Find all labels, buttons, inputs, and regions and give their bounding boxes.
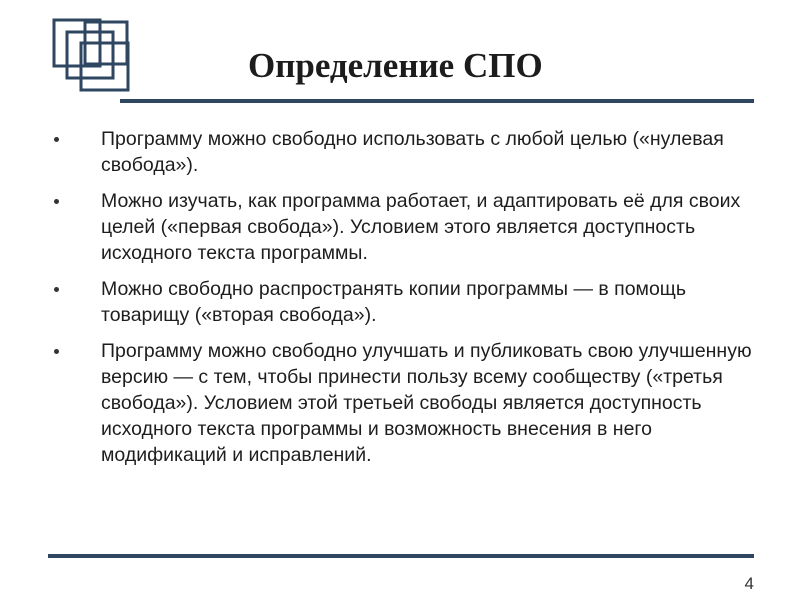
bullet-text: Программу можно свободно улучшать и публиковать свою улучшенную версию — с тем, чтобы принести пользу всему сообществу («третья свобода»). Условием этой третьей свободы является доступность исходного текста программы и возможность внесения в него модификаций и исправлений. bbox=[101, 340, 752, 466]
footer-divider bbox=[48, 554, 754, 558]
bullet-text: Программу можно свободно использовать с любой целью («нулевая свобода»). bbox=[101, 128, 724, 176]
bullet-list bbox=[52, 126, 768, 478]
bullet-text: Можно свободно распространять копии программы — в помощь товарищу («вторая свобода»). bbox=[101, 278, 686, 326]
bullet-point-icon bbox=[54, 287, 59, 292]
title-divider bbox=[120, 99, 754, 103]
bullet-point-icon bbox=[54, 137, 59, 142]
bullet-item bbox=[52, 126, 768, 178]
bullet-item bbox=[52, 338, 768, 468]
bullet-point-icon bbox=[54, 199, 59, 204]
slide-title: Определение СПО bbox=[248, 46, 543, 85]
page-number: 4 bbox=[744, 574, 754, 593]
bullet-item bbox=[52, 188, 768, 266]
bullet-point-icon bbox=[54, 349, 59, 354]
bullet-text: Можно изучать, как программа работает, и адаптировать её для своих целей («первая свобода»). Условием этого является доступность исходного текста программы. bbox=[101, 190, 741, 264]
overlapping-squares-logo-icon bbox=[52, 16, 138, 98]
bullet-item bbox=[52, 276, 768, 328]
